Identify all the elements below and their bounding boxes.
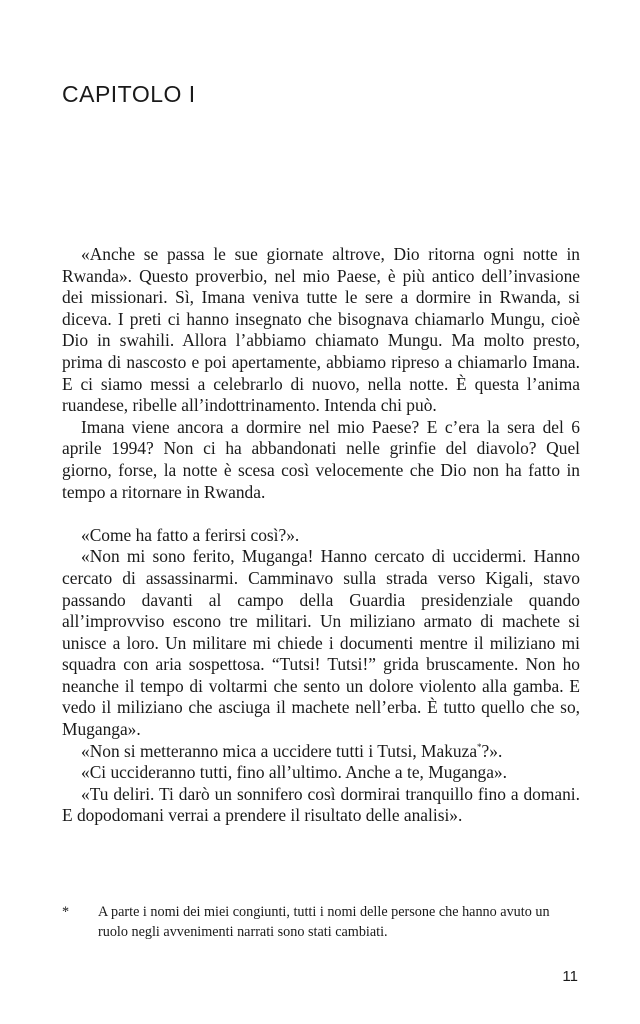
footnote-text: A parte i nomi dei miei congiunti, tutti i nomi delle persone che hanno avuto un ruolo negli avvenimenti narrati sono stati cambiati. [98, 904, 550, 940]
footnote-marker: * [62, 904, 70, 920]
paragraph: «Anche se passa le sue giornate altrove, Dio ritorna ogni notte in Rwanda». Questo proverbio, nel mio Paese, è più antico dell’invasione dei missionari. Sì, Imana veniva tutte le sere a dormire in Rwanda, si diceva. I preti ci hanno insegnato che bisognava chiamarlo Mungu, cioè Dio in swahili. Allora l’abbiamo chiamato Mungu. Ma molto presto, prima di nascosto e poi apertamente, abbiamo ripreso a chiamarlo Imana. E ci siamo messi a celebrarlo di nuovo, nella notte. È questa l’anima ruandese, ribelle all’indottrinamento. Intenda chi può. [62, 244, 580, 416]
paragraph-text-end: ?». [481, 740, 503, 761]
body-text [62, 244, 580, 827]
paragraph-with-footnote-ref [62, 741, 580, 763]
chapter-title: CAPITOLO I [62, 81, 196, 107]
paragraph: Imana viene ancora a dormire nel mio Paese? E c’era la sera del 6 aprile 1994? Non ci ha abbandonati nelle grinfie del diavolo? Quel giorno, forse, la notte è scesa così velocemente che Dio non ha fatto in tempo a ritornare in Rwanda. [62, 416, 580, 502]
footnote [62, 903, 580, 942]
page-number: 11 [562, 968, 578, 985]
paragraph-text: «Non si metteranno mica a uccidere tutti i Tutsi, Makuza [81, 740, 478, 761]
footnote-reference-mark: * [477, 741, 482, 752]
paragraph: «Ci uccideranno tutti, fino all’ultimo. Anche a te, Muganga». [81, 762, 507, 783]
paragraph: «Come ha fatto a ferirsi così?». [81, 524, 300, 545]
paragraph: «Non mi sono ferito, Muganga! Hanno cercato di uccidermi. Hanno cercato di assassinarmi. Camminavo sulla strada verso Kigali, stavo passando davanti al campo della Guardia presidenziale quando all’improvviso escono tre militari. Un miliziano armato di machete si unisce a loro. Un militare mi chiede i documenti mentre il miliziano mi squadra con aria sospettosa. “Tutsi! Tutsi!” grida bruscamente. Non ho neanche il tempo di voltarmi che sento un dolore violento alla gamba. E vedo il miliziano che asciuga il machete nell’erba. È tutto quello che so, Muganga». [62, 546, 580, 740]
paragraph: «Tu deliri. Ti darò un sonnifero così dormirai tranquillo fino a domani. E dopodomani verrai a prendere il risultato delle analisi». [62, 783, 580, 826]
